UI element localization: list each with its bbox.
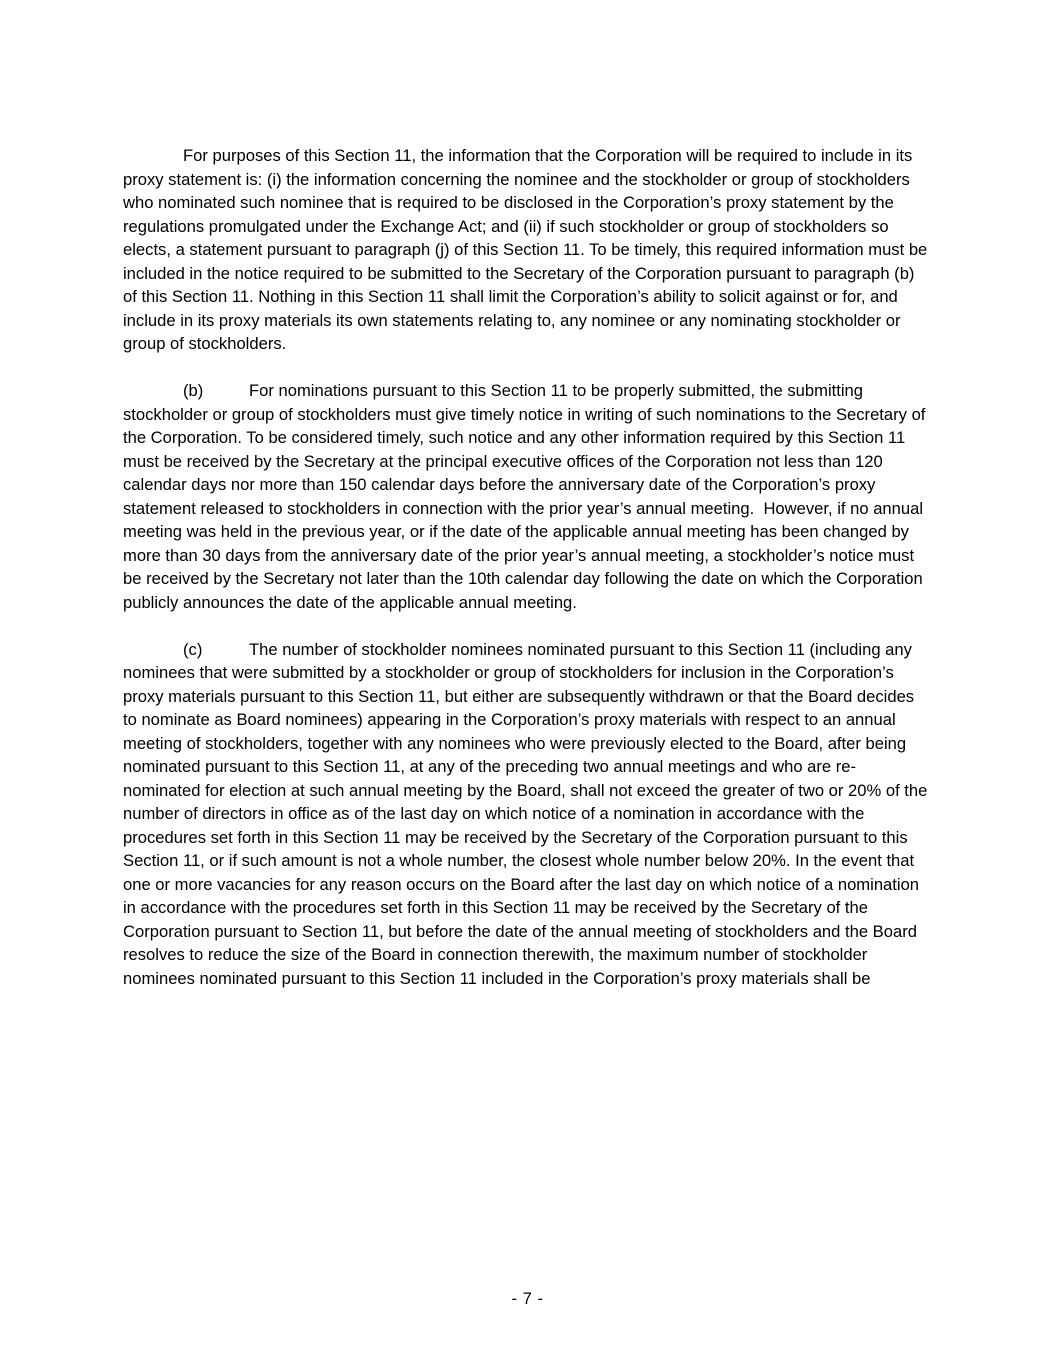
- paragraph: [123, 144, 930, 356]
- paragraph-text: For nominations pursuant to this Section 11 to be properly submitted, the submitting stockholder or group of stockholders must give timely notice in writing of such nominations to the Secretary of the Corporation. To be considered timely, such notice and any other information required by this Section 11 must be received by the Secretary at the principal executive offices of the Corporation not less than 120 calendar days nor more than 150 calendar days before the anniversary date of the Corporation’s proxy statement released to stockholders in connection with the prior year’s annual meeting. However, if no annual meeting was held in the previous year, or if the date of the applicable annual meeting has been changed by more than 30 days from the anniversary date of the prior year’s annual meeting, a stockholder’s notice must be received by the Secretary not later than the 10th calendar day following the date on which the Corporation publicly announces the date of the applicable annual meeting.: [123, 381, 931, 612]
- paragraph: [123, 638, 933, 991]
- paragraph-text: The number of stockholder nominees nominated pursuant to this Section 11 (including any nominees that were submitted by a stockholder or group of stockholders for inclusion in the Corporation’s proxy materials pursuant to this Section 11, but either are subsequently withdrawn or that the Board decides to nominate as Board nominees) appearing in the Corporation’s proxy materials with respect to an annual meeting of stockholders, together with any nominees who were previously elected to the Board, after being nominated pursuant to this Section 11, at any of the preceding two annual meetings and who are re-nominated for election at such annual meeting by the Board, shall not exceed the greater of two or 20% of the number of directors in office as of the last day on which notice of a nomination in accordance with the procedures set forth in this Section 11 may be received by the Secretary of the Corporation pursuant to this Section 11, or if such amount is not a whole number, the closest whole number below 20%. In the event that one or more vacancies for any reason occurs on the Board after the last day on which notice of a nomination in accordance with the procedures set forth in this Section 11 may be received by the Secretary of the Corporation pursuant to Section 11, but before the date of the annual meeting of stockholders and the Board resolves to reduce the size of the Board in connection therewith, the maximum number of stockholder nominees nominated pursuant to this Section 11 included in the Corporation’s proxy materials shall be: [123, 639, 933, 988]
- paragraph-label: (c): [183, 639, 203, 659]
- document-body: [123, 144, 933, 1014]
- paragraph-label: (b): [183, 381, 204, 400]
- page-number: - 7 -: [511, 1289, 544, 1308]
- paragraph-text: For purposes of this Section 11, the information that the Corporation will be required to include in its proxy statement is: (i) the information concerning the nominee and the stockholder or group of stockholders who nominated such nominee that is required to be disclosed in the Corporation’s proxy statement by the regulations promulgated under the Exchange Act; and (ii) if such stockholder or group of stockholders so elects, a statement pursuant to paragraph (j) of this Section 11. To be timely, this required information must be included in the notice required to be submitted to the Secretary of the Corporation pursuant to paragraph (b) of this Section 11. Nothing in this Section 11 shall limit the Corporation’s ability to solicit against or for, and include in its proxy materials its own statements relating to, any nominee or any nominating stockholder or group of stockholders.: [123, 146, 932, 353]
- paragraph: [123, 379, 930, 614]
